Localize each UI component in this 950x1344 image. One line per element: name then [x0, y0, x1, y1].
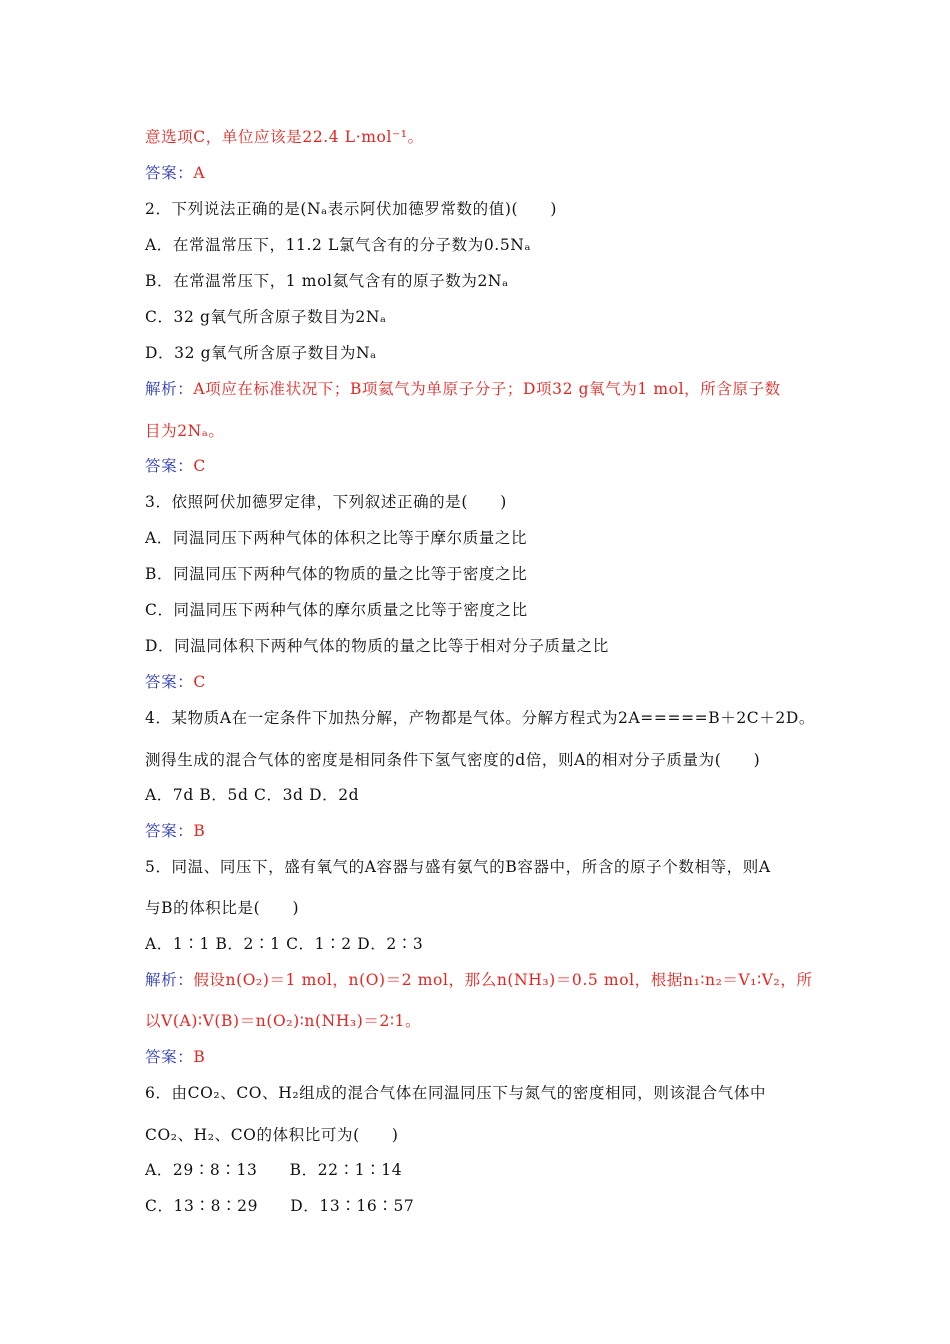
question-line: C．13∶8∶29 D．13∶16∶57 [145, 1197, 415, 1215]
answer-label: 答案： [145, 1048, 194, 1066]
explanation-text: 假设n(O₂)＝1 mol，n(O)＝2 mol，那么n(NH₃)＝0.5 mol，根据n₁∶n₂＝V₁∶V₂，所 [193, 971, 813, 989]
question-line: CO₂、H₂、CO的体积比可为( ) [145, 1126, 399, 1144]
question-line: A．29∶8∶13 B．22∶1∶14 [145, 1161, 403, 1179]
explanation-text: 以V(A)∶V(B)＝n(O₂)∶n(NH₃)＝2∶1。 [145, 1012, 422, 1030]
answer-line [145, 1046, 205, 1068]
answer-value: C [193, 457, 206, 475]
answer-label: 答案： [145, 164, 194, 182]
question-line: A．在常温常压下，11.2 L氯气含有的分子数为0.5Nₐ [145, 236, 532, 254]
question-line: D．32 g氧气所含原子数目为Nₐ [145, 344, 377, 362]
explanation-text: A项应在标准状况下；B项氦气为单原子分子；D项32 g氧气为1 mol，所含原子数 [193, 380, 781, 398]
question-line: 6．由CO₂、CO、H₂组成的混合气体在同温同压下与氮气的密度相同，则该混合气体中 [145, 1084, 767, 1102]
question-line: A．7d B．5d C．3d D．2d [145, 786, 360, 804]
explanation-line [145, 969, 813, 991]
explanation-label: 解析： [145, 380, 194, 398]
question-line: A．同温同压下两种气体的体积之比等于摩尔质量之比 [145, 529, 528, 547]
question-line: C．32 g氧气所含原子数目为2Nₐ [145, 308, 387, 326]
answer-value: A [193, 164, 206, 182]
question-line: B．在常温常压下，1 mol氦气含有的原子数为2Nₐ [145, 272, 509, 290]
answer-value: B [193, 822, 206, 840]
answer-label: 答案： [145, 673, 194, 691]
question-line: 测得生成的混合气体的密度是相同条件下氢气密度的d倍，则A的相对分子质量为( ) [145, 751, 761, 769]
answer-label: 答案： [145, 822, 194, 840]
explanation-text: 目为2Nₐ。 [145, 422, 225, 440]
answer-label: 答案： [145, 457, 194, 475]
explanation-text: 意选项C，单位应该是22.4 L·mol⁻¹。 [145, 128, 424, 146]
explanation-line [145, 378, 781, 400]
answer-value: B [193, 1048, 206, 1066]
answer-line [145, 671, 206, 693]
question-line: A．1∶1 B．2∶1 C．1∶2 D．2∶3 [145, 935, 424, 953]
answer-line [145, 162, 205, 184]
question-line: 2．下列说法正确的是(Nₐ表示阿伏加德罗常数的值)( ) [145, 200, 557, 218]
answer-line [145, 820, 205, 842]
question-line: 4．某物质A在一定条件下加热分解，产物都是气体。分解方程式为2A=====B＋2C＋2D。 [145, 709, 815, 727]
question-line: B．同温同压下两种气体的物质的量之比等于密度之比 [145, 565, 528, 583]
question-line: D．同温同体积下两种气体的物质的量之比等于相对分子质量之比 [145, 637, 609, 655]
explanation-label: 解析： [145, 971, 194, 989]
question-line: 3．依照阿伏加德罗定律，下列叙述正确的是( ) [145, 493, 507, 511]
question-line: 与B的体积比是( ) [145, 899, 300, 917]
question-line: C．同温同压下两种气体的摩尔质量之比等于密度之比 [145, 601, 528, 619]
answer-value: C [193, 673, 206, 691]
question-line: 5．同温、同压下，盛有氧气的A容器与盛有氨气的B容器中，所含的原子个数相等，则A [145, 858, 771, 876]
answer-line [145, 455, 206, 477]
